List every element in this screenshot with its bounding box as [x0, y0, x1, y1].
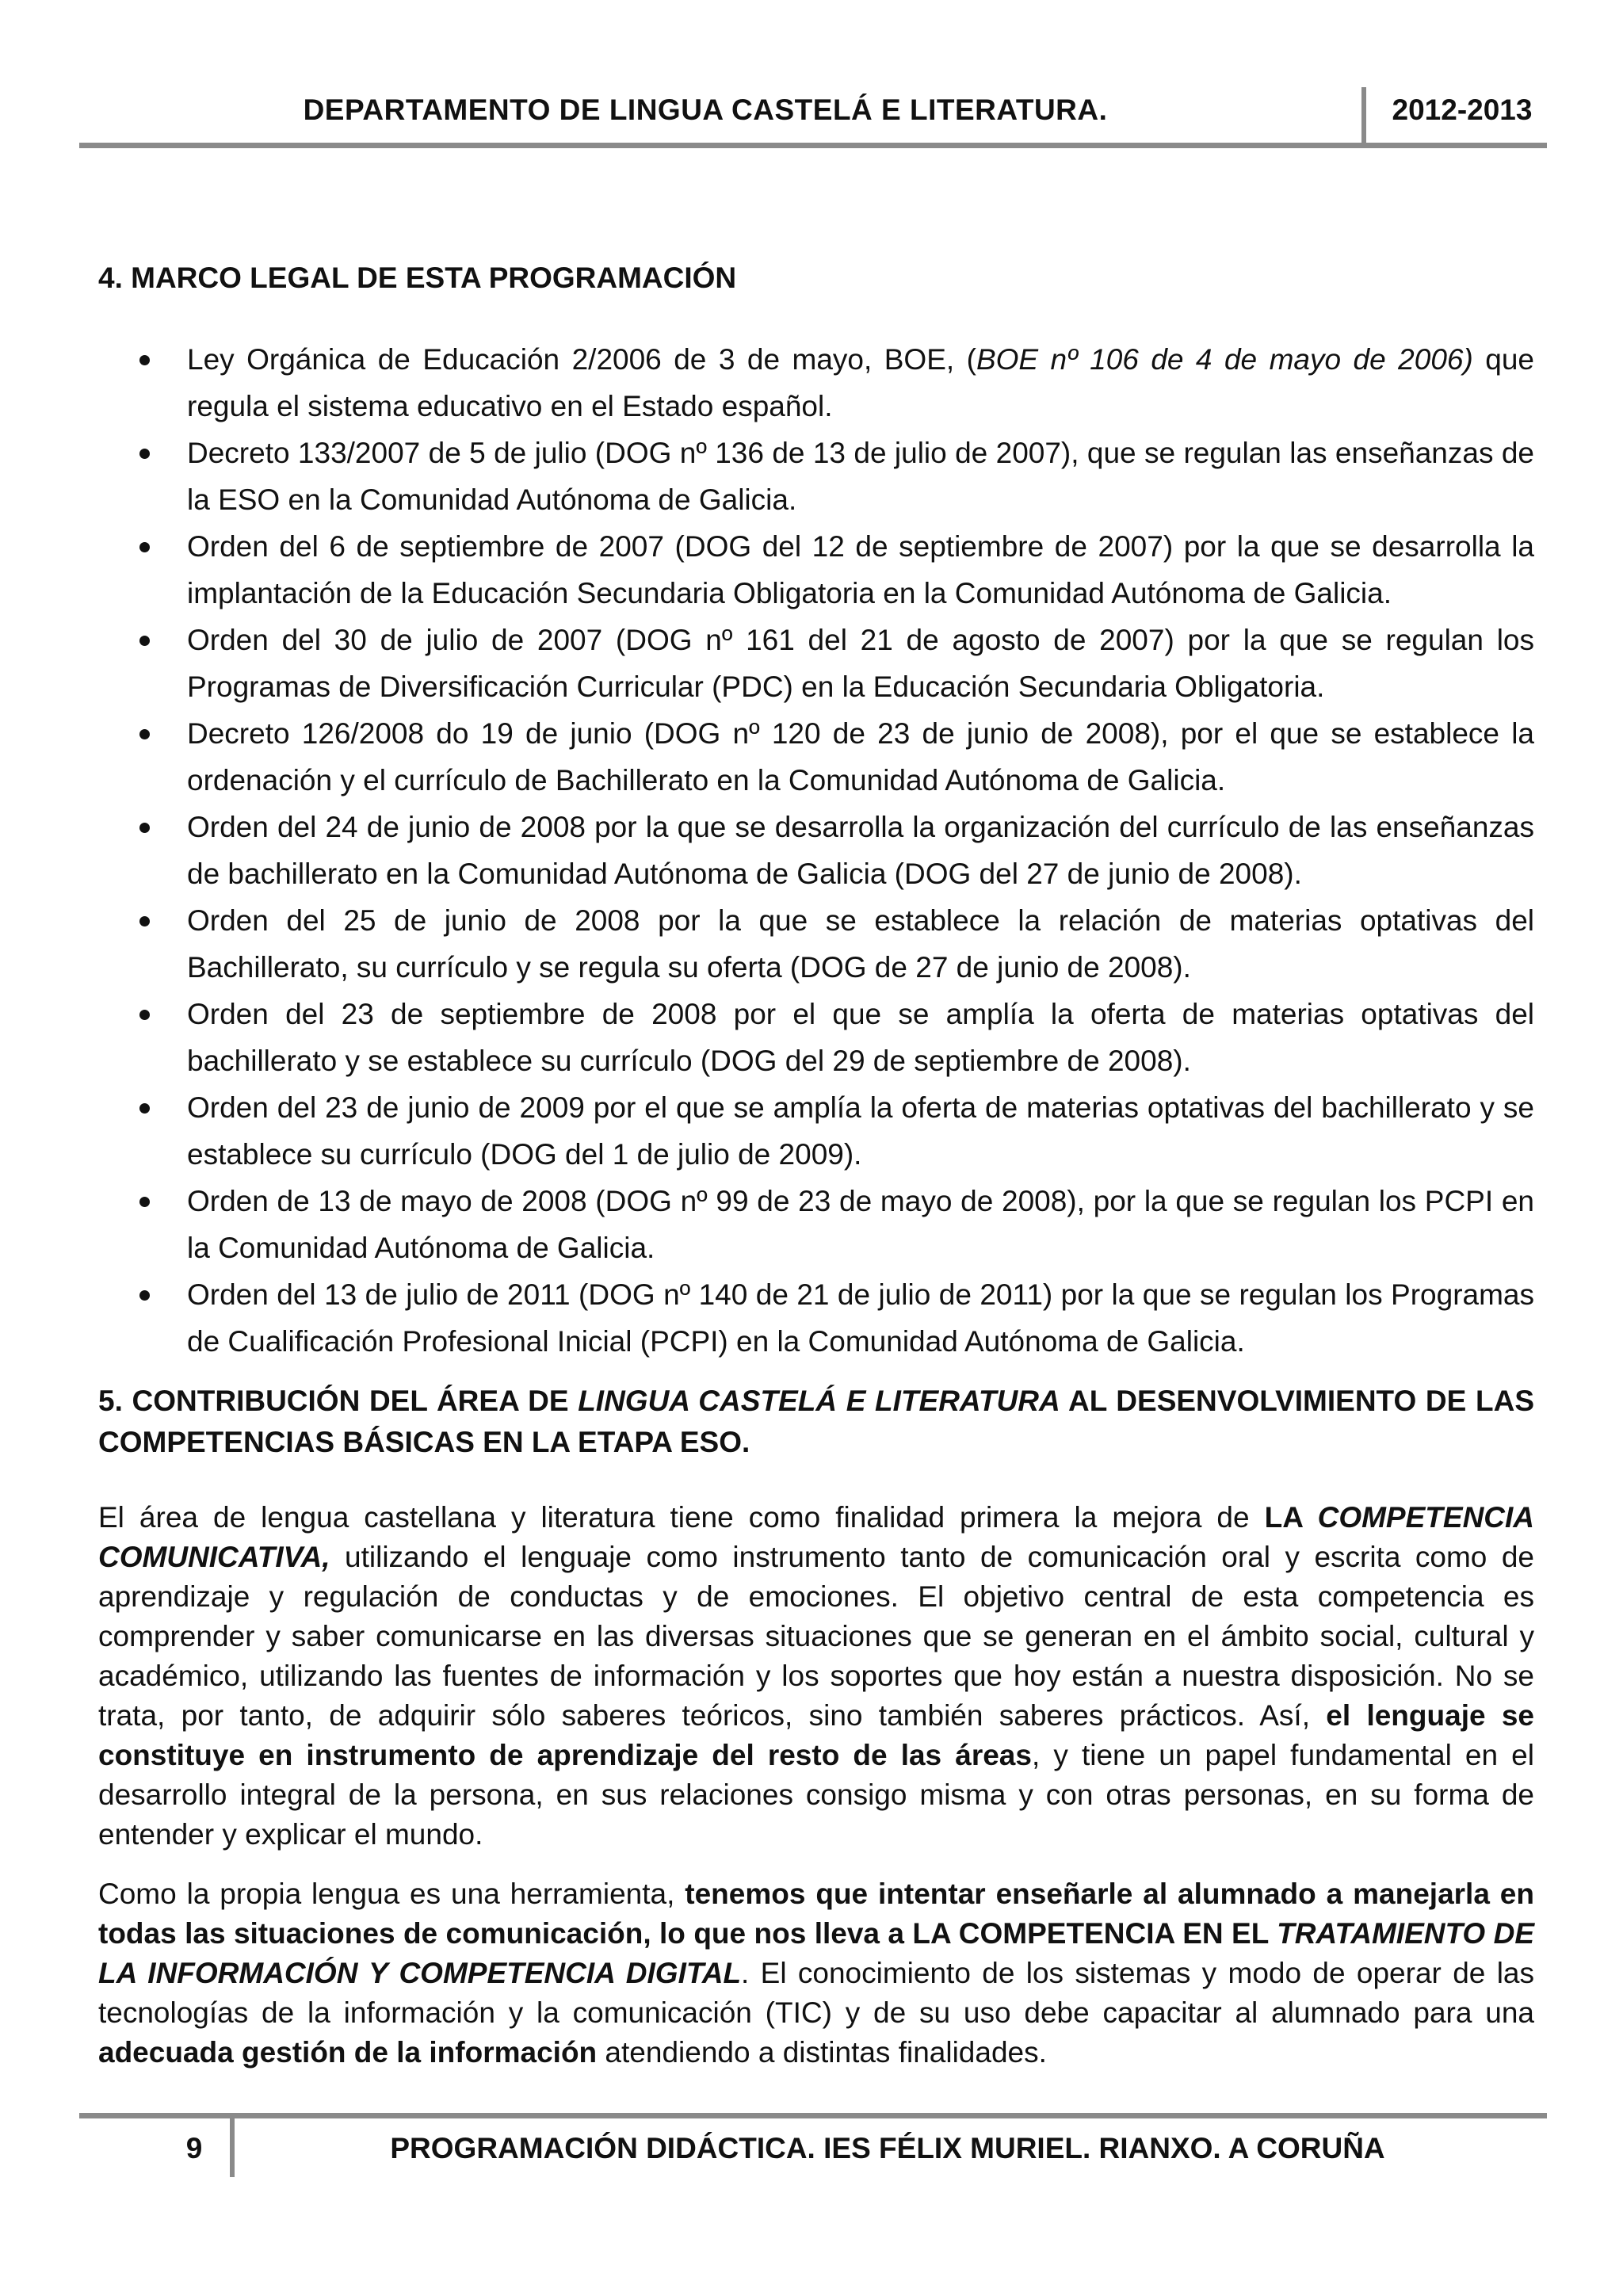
header-title: DEPARTAMENTO DE LINGUA CASTELÁ E LITERATURA. [303, 94, 1108, 126]
header-rule [79, 143, 1547, 148]
bullet-icon [139, 916, 150, 926]
list-item: Orden del 13 de julio de 2011 (DOG nº 140 de 21 de julio de 2011) por la que se regulan los Programas de Cualificación Profesional Inicial (PCPI) en la Comunidad Autónoma de Galicia. [98, 1271, 1534, 1365]
bullet-icon [139, 729, 150, 739]
footer-rule [79, 2113, 1547, 2118]
list-item: Orden del 23 de junio de 2009 por el que se amplía la oferta de materias optativas del bachillerato y se establece su currículo (DOG del 1 de julio de 2009). [98, 1084, 1534, 1178]
section-4-title: 4. MARCO LEGAL DE ESTA PROGRAMACIÓN [98, 262, 737, 294]
bullet-icon [139, 542, 150, 552]
page-number: 9 [185, 2132, 203, 2164]
section-5-title: 5. CONTRIBUCIÓN DEL ÁREA DE LINGUA CASTELÁ E LITERATURA AL DESENVOLVIMIENTO DE LAS COMPETENCIAS BÁSICAS EN LA ETAPA ESO. [98, 1385, 1534, 1458]
list-item: Orden del 6 de septiembre de 2007 (DOG del 12 de septiembre de 2007) por la que se desarrolla la implantación de la Educación Secundaria Obligatoria en la Comunidad Autónoma de Galicia. [98, 523, 1534, 617]
bullet-icon [139, 449, 150, 459]
bullet-icon [139, 823, 150, 833]
list-item: Orden de 13 de mayo de 2008 (DOG nº 99 de 23 de mayo de 2008), por la que se regulan los PCPI en la Comunidad Autónoma de Galicia. [98, 1178, 1534, 1271]
list-item: Ley Orgánica de Educación 2/2006 de 3 de mayo, BOE, (BOE nº 106 de 4 de mayo de 2006) que regula el sistema educativo en el Estado español. [98, 336, 1534, 430]
list-item: Decreto 126/2008 do 19 de junio (DOG nº 120 de 23 de junio de 2008), por el que se establece la ordenación y el currículo de Bachillerato en la Comunidad Autónoma de Galicia. [98, 710, 1534, 804]
header-divider [1361, 87, 1366, 147]
bullet-icon [139, 1103, 150, 1114]
header-year: 2012-2013 [1392, 94, 1533, 126]
bullet-icon [139, 1290, 150, 1301]
bullet-icon [139, 1197, 150, 1207]
footer-divider [230, 2118, 235, 2177]
list-item: Orden del 25 de junio de 2008 por la que se establece la relación de materias optativas del Bachillerato, su currículo y se regula su oferta (DOG de 27 de junio de 2008). [98, 897, 1534, 991]
bullet-icon [139, 355, 150, 365]
legal-framework-list [98, 336, 1534, 1365]
bullet-icon [139, 1010, 150, 1020]
list-item: Decreto 133/2007 de 5 de julio (DOG nº 136 de 13 de julio de 2007), que se regulan las enseñanzas de la ESO en la Comunidad Autónoma de Galicia. [98, 430, 1534, 523]
list-item: Orden del 23 de septiembre de 2008 por el que se amplía la oferta de materias optativas del bachillerato y se establece su currículo (DOG del 29 de septiembre de 2008). [98, 991, 1534, 1084]
paragraph-digital-competence: Como la propia lengua es una herramienta, tenemos que intentar enseñarle al alumnado a manejarla en todas las situaciones de comunicación, lo que nos lleva a LA COMPETENCIA EN EL TRATAMIENTO DE LA INFORMACIÓN Y COMPETENCIA DIGITAL. El conocimiento de los sistemas y modo de operar de las tecnologías de la información y la comunicación (TIC) y de su uso debe capacitar al alumnado para una adecuada gestión de la información atendiendo a distintas finalidades. [98, 1878, 1534, 2069]
list-item: Orden del 30 de julio de 2007 (DOG nº 161 del 21 de agosto de 2007) por la que se regulan los Programas de Diversificación Curricular (PDC) en la Educación Secundaria Obligatoria. [98, 617, 1534, 710]
bullet-icon [139, 636, 150, 646]
paragraph-communicative-competence: El área de lengua castellana y literatura tiene como finalidad primera la mejora de LA COMPETENCIA COMUNICATIVA, utilizando el lenguaje como instrumento tanto de comunicación oral y escrita como de aprendizaje y regulación de conductas y de emociones. El objetivo central de esta competencia es comprender y saber comunicarse en las diversas situaciones que se generan en el ámbito social, cultural y académico, utilizando las fuentes de información y los soportes que hoy están a nuestra disposición. No se trata, por tanto, de adquirir sólo saberes teóricos, sino también saberes prácticos. Así, el lenguaje se constituye en instrumento de aprendizaje del resto de las áreas, y tiene un papel fundamental en el desarrollo integral de la persona, en sus relaciones consigo misma y con otras personas, en su forma de entender y explicar el mundo. [98, 1501, 1535, 1851]
footer-text: PROGRAMACIÓN DIDÁCTICA. IES FÉLIX MURIEL. RIANXO. A CORUÑA [390, 2132, 1385, 2164]
list-item: Orden del 24 de junio de 2008 por la que se desarrolla la organización del currículo de las enseñanzas de bachillerato en la Comunidad Autónoma de Galicia (DOG del 27 de junio de 2008). [98, 804, 1534, 897]
